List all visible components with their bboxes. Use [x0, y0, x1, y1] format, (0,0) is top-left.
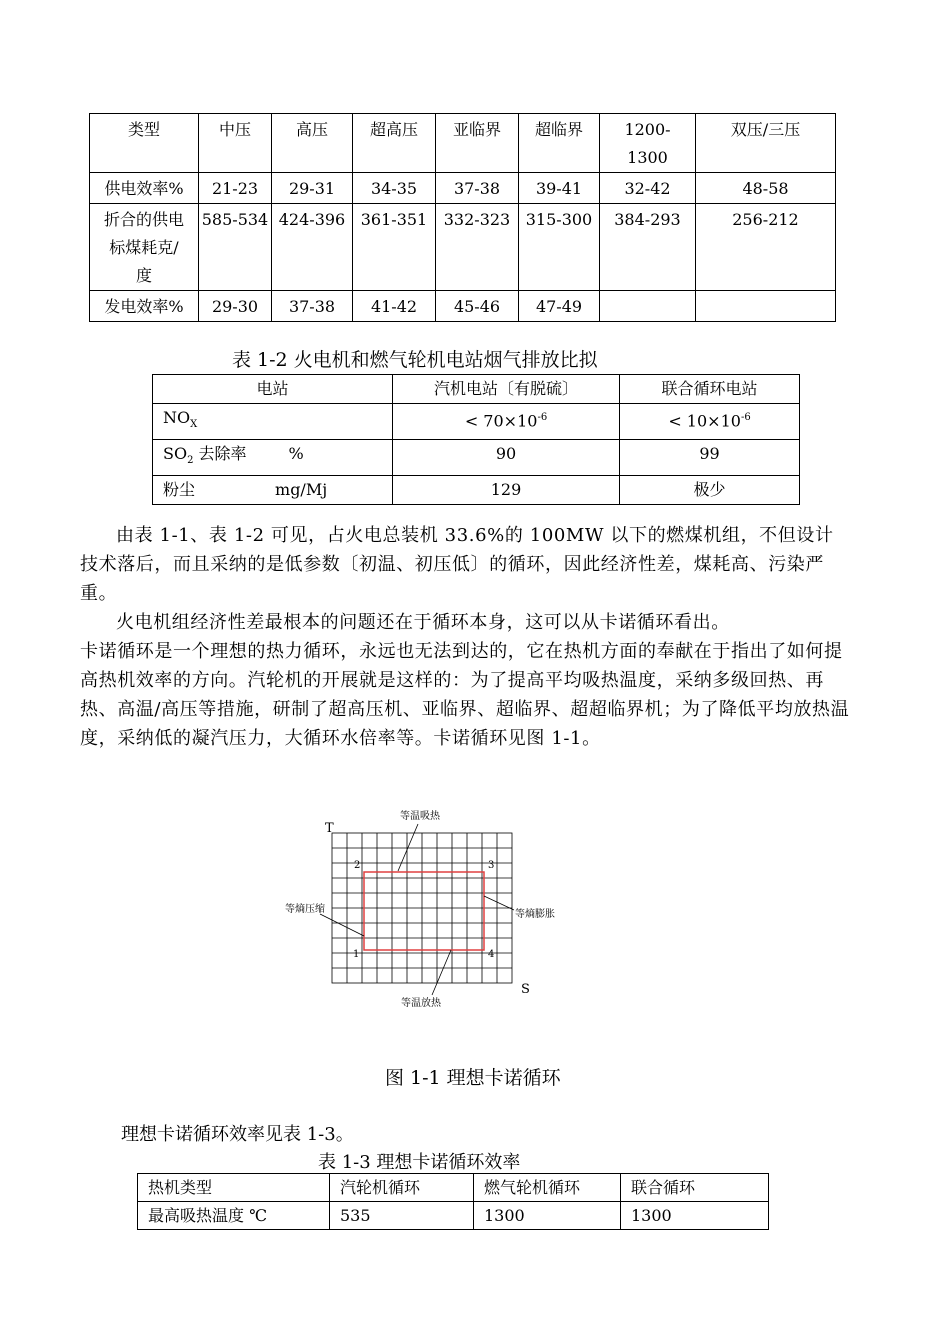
table-cell: 29-30 — [199, 291, 272, 322]
table-cell: 332-323 — [436, 204, 519, 291]
table-cell: 汽轮机循环 — [330, 1174, 474, 1202]
table-cell: 1300 — [621, 1202, 769, 1230]
dust-unit: mg/Mj — [275, 480, 328, 500]
table-cell: 燃气轮机循环 — [474, 1174, 621, 1202]
table-cell: 类型 — [90, 114, 199, 173]
paragraph: 卡诺循环是一个理想的热力循环，永远也无法到达的，它在热机方面的奉献在于指出了如何提高热机效率的方向。汽轮机的开展就是这样的：为了提高平均吸热温度，采纳多级回热、再热、高温/高压等措施，研制了超高压机、亚临界、超临界、超超临界机；为了降低平均放热温度，采纳低的凝汽压力，大循环水倍率等。卡诺循环见图 1-1。 — [80, 641, 850, 749]
label-isothermal-heat-absorption: 等温吸热 — [400, 811, 440, 822]
table-cell: 256-212 — [696, 204, 836, 291]
table-1-3 — [137, 1173, 769, 1230]
nox-label: NO — [163, 408, 191, 427]
table-cell: 1200-1300 — [600, 114, 696, 173]
table-row — [138, 1202, 769, 1230]
table-cell — [620, 404, 800, 440]
table-cell: 37-38 — [272, 291, 353, 322]
table-row — [153, 404, 800, 440]
table-row — [90, 173, 836, 204]
table-cell: 48-58 — [696, 173, 836, 204]
table-cell: 535 — [330, 1202, 474, 1230]
table-cell — [153, 440, 393, 476]
label-isentropic-compression: 等熵压缩 — [285, 904, 325, 915]
table-cell: 超临界 — [519, 114, 600, 173]
table-1-2-caption: 表 1-2 火电机和燃气轮机电站烟气排放比拟 — [232, 349, 598, 371]
table-cell — [153, 404, 393, 440]
nox-exp: -6 — [537, 412, 548, 423]
table-1-1 — [89, 113, 836, 322]
table-cell: 129 — [393, 476, 620, 505]
table-row — [90, 114, 836, 173]
table-cell: 亚临界 — [436, 114, 519, 173]
point-2: 2 — [354, 860, 361, 871]
table-cell: 29-31 — [272, 173, 353, 204]
so2-sub: 2 — [187, 455, 194, 467]
leader-lines — [320, 824, 514, 995]
table-cell: 45-46 — [436, 291, 519, 322]
table-cell: 34-35 — [353, 173, 436, 204]
table-cell: 32-42 — [600, 173, 696, 204]
figure-1-1-caption: 图 1-1 理想卡诺循环 — [385, 1067, 561, 1089]
table-row — [138, 1174, 769, 1202]
point-1: 1 — [353, 949, 360, 960]
table-cell: 热机类型 — [138, 1174, 330, 1202]
table-cell: 供电效率% — [90, 173, 199, 204]
table-cell — [696, 291, 836, 322]
table-cell: 99 — [620, 440, 800, 476]
table-cell: 384-293 — [600, 204, 696, 291]
axis-s-label: S — [521, 982, 530, 997]
label-isentropic-expansion: 等熵膨胀 — [515, 909, 555, 920]
dust-label: 粉尘 — [163, 480, 196, 500]
nox-combined: < 10×10 — [668, 411, 741, 431]
so2-unit: % — [288, 444, 304, 464]
table-cell: 47-49 — [519, 291, 600, 322]
carnot-cycle-diagram — [270, 800, 555, 1020]
label-isothermal-heat-rejection: 等温放热 — [401, 998, 441, 1009]
table-cell: 585-534 — [199, 204, 272, 291]
table-cell: 中压 — [199, 114, 272, 173]
paragraph: 火电机组经济性差最根本的问题还在于循环本身，这可以从卡诺循环看出。 — [116, 612, 730, 633]
so2-label: SO — [163, 444, 188, 464]
grid — [332, 833, 512, 983]
point-4: 4 — [488, 949, 495, 960]
table-cell: 联合循环 — [621, 1174, 769, 1202]
table-row — [90, 291, 836, 322]
table-cell: 1300 — [474, 1202, 621, 1230]
table-1-3-intro: 理想卡诺循环效率见表 1-3。 — [121, 1124, 354, 1145]
table-cell: 高压 — [272, 114, 353, 173]
table-cell: 极少 — [620, 476, 800, 505]
table-cell: 汽机电站〔有脱硫〕 — [393, 375, 620, 404]
table-cell: 电站 — [153, 375, 393, 404]
table-cell: 41-42 — [353, 291, 436, 322]
table-cell — [153, 476, 393, 505]
table-cell: 折合的供电标煤耗克/度 — [90, 204, 199, 291]
table-cell — [600, 291, 696, 322]
table-cell: 发电效率% — [90, 291, 199, 322]
so2-rest: 去除率 — [193, 444, 247, 464]
table-cell: 361-351 — [353, 204, 436, 291]
table-cell: 联合循环电站 — [620, 375, 800, 404]
nox-steam: < 70×10 — [464, 411, 538, 431]
table-cell: 424-396 — [272, 204, 353, 291]
table-cell: 315-300 — [519, 204, 600, 291]
point-3: 3 — [488, 860, 495, 871]
table-cell: 37-38 — [436, 173, 519, 204]
nox-exp: -6 — [740, 412, 751, 423]
nox-sub: X — [190, 419, 198, 431]
body-text — [80, 521, 850, 753]
table-row — [153, 440, 800, 476]
table-1-2 — [152, 374, 800, 505]
table-cell: 超高压 — [353, 114, 436, 173]
table-row — [153, 375, 800, 404]
table-cell: 90 — [393, 440, 620, 476]
paragraph: 由表 1-1、表 1-2 可见，占火电总装机 33.6%的 100MW 以下的燃煤机组，不但设计技术落后，而且采纳的是低参数〔初温、初压低〕的循环，因此经济性差，煤耗高、污染严重。 — [80, 525, 834, 604]
table-row — [153, 476, 800, 505]
table-1-3-caption: 表 1-3 理想卡诺循环效率 — [318, 1152, 521, 1173]
table-row — [90, 204, 836, 291]
table-cell — [393, 404, 620, 440]
table-cell: 21-23 — [199, 173, 272, 204]
table-cell: 最高吸热温度 ℃ — [138, 1202, 330, 1230]
table-cell: 39-41 — [519, 173, 600, 204]
axis-t-label: T — [325, 821, 334, 836]
table-cell: 双压/三压 — [696, 114, 836, 173]
